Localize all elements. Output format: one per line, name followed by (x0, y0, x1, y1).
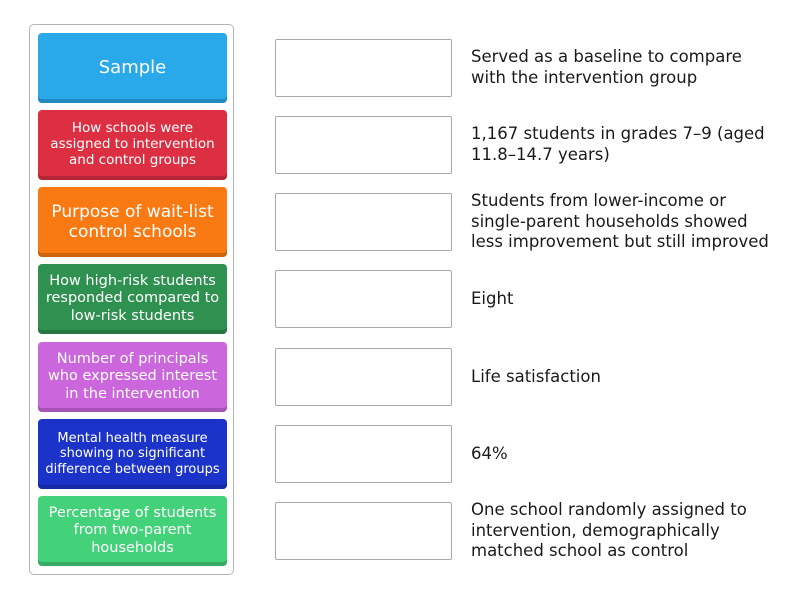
drop-zone-3[interactable] (275, 193, 452, 251)
term-tile-high-risk-response[interactable] (38, 264, 227, 334)
answer-label: 1,167 students in grades 7–9 (aged 11.8–14.7 years) (471, 124, 765, 164)
term-tile-two-parent-percentage[interactable] (38, 496, 227, 566)
drop-zone-6[interactable] (275, 425, 452, 483)
drop-zone-2[interactable] (275, 116, 452, 174)
answer-label: Students from lower-income or single-parent households showed less improvement but still improved (471, 190, 769, 252)
answer-label: 64% (471, 443, 508, 463)
term-tile-label: Purpose of wait-list control schools (51, 201, 214, 242)
answer-label: Life satisfaction (471, 366, 601, 386)
term-tile-label: How high-risk students responded compared to low-risk students (45, 273, 220, 324)
term-tile-label: Sample (98, 57, 167, 79)
answer-label: Served as a baseline to compare with the intervention group (471, 47, 742, 87)
term-tile-label: How schools were assigned to intervention and control groups (50, 120, 215, 168)
answer-text-3 (471, 187, 771, 257)
term-tile-label: Percentage of students from two-parent households (48, 505, 217, 556)
term-tile-mental-health-measure[interactable] (38, 419, 227, 489)
answer-text-7 (471, 496, 771, 566)
answer-text-6 (471, 419, 771, 489)
answer-text-4 (471, 264, 771, 334)
drop-zone-5[interactable] (275, 348, 452, 406)
term-tile-wait-list-purpose[interactable] (38, 187, 227, 257)
drop-zone-1[interactable] (275, 39, 452, 97)
term-tile-principals-count[interactable] (38, 342, 227, 412)
drop-zone-7[interactable] (275, 502, 452, 560)
answer-label: Eight (471, 288, 514, 308)
answer-text-1 (471, 33, 771, 103)
term-tile-school-assignment[interactable] (38, 110, 227, 180)
term-tile-label: Mental health measure showing no significant difference between groups (45, 431, 220, 477)
answer-text-2 (471, 110, 771, 180)
answer-text-5 (471, 342, 771, 412)
answer-label: One school randomly assigned to intervention, demographically matched school as control (471, 499, 747, 561)
term-tile-sample[interactable] (38, 33, 227, 103)
term-tile-label: Number of principals who expressed interest in the intervention (47, 351, 217, 402)
drop-zone-4[interactable] (275, 270, 452, 328)
